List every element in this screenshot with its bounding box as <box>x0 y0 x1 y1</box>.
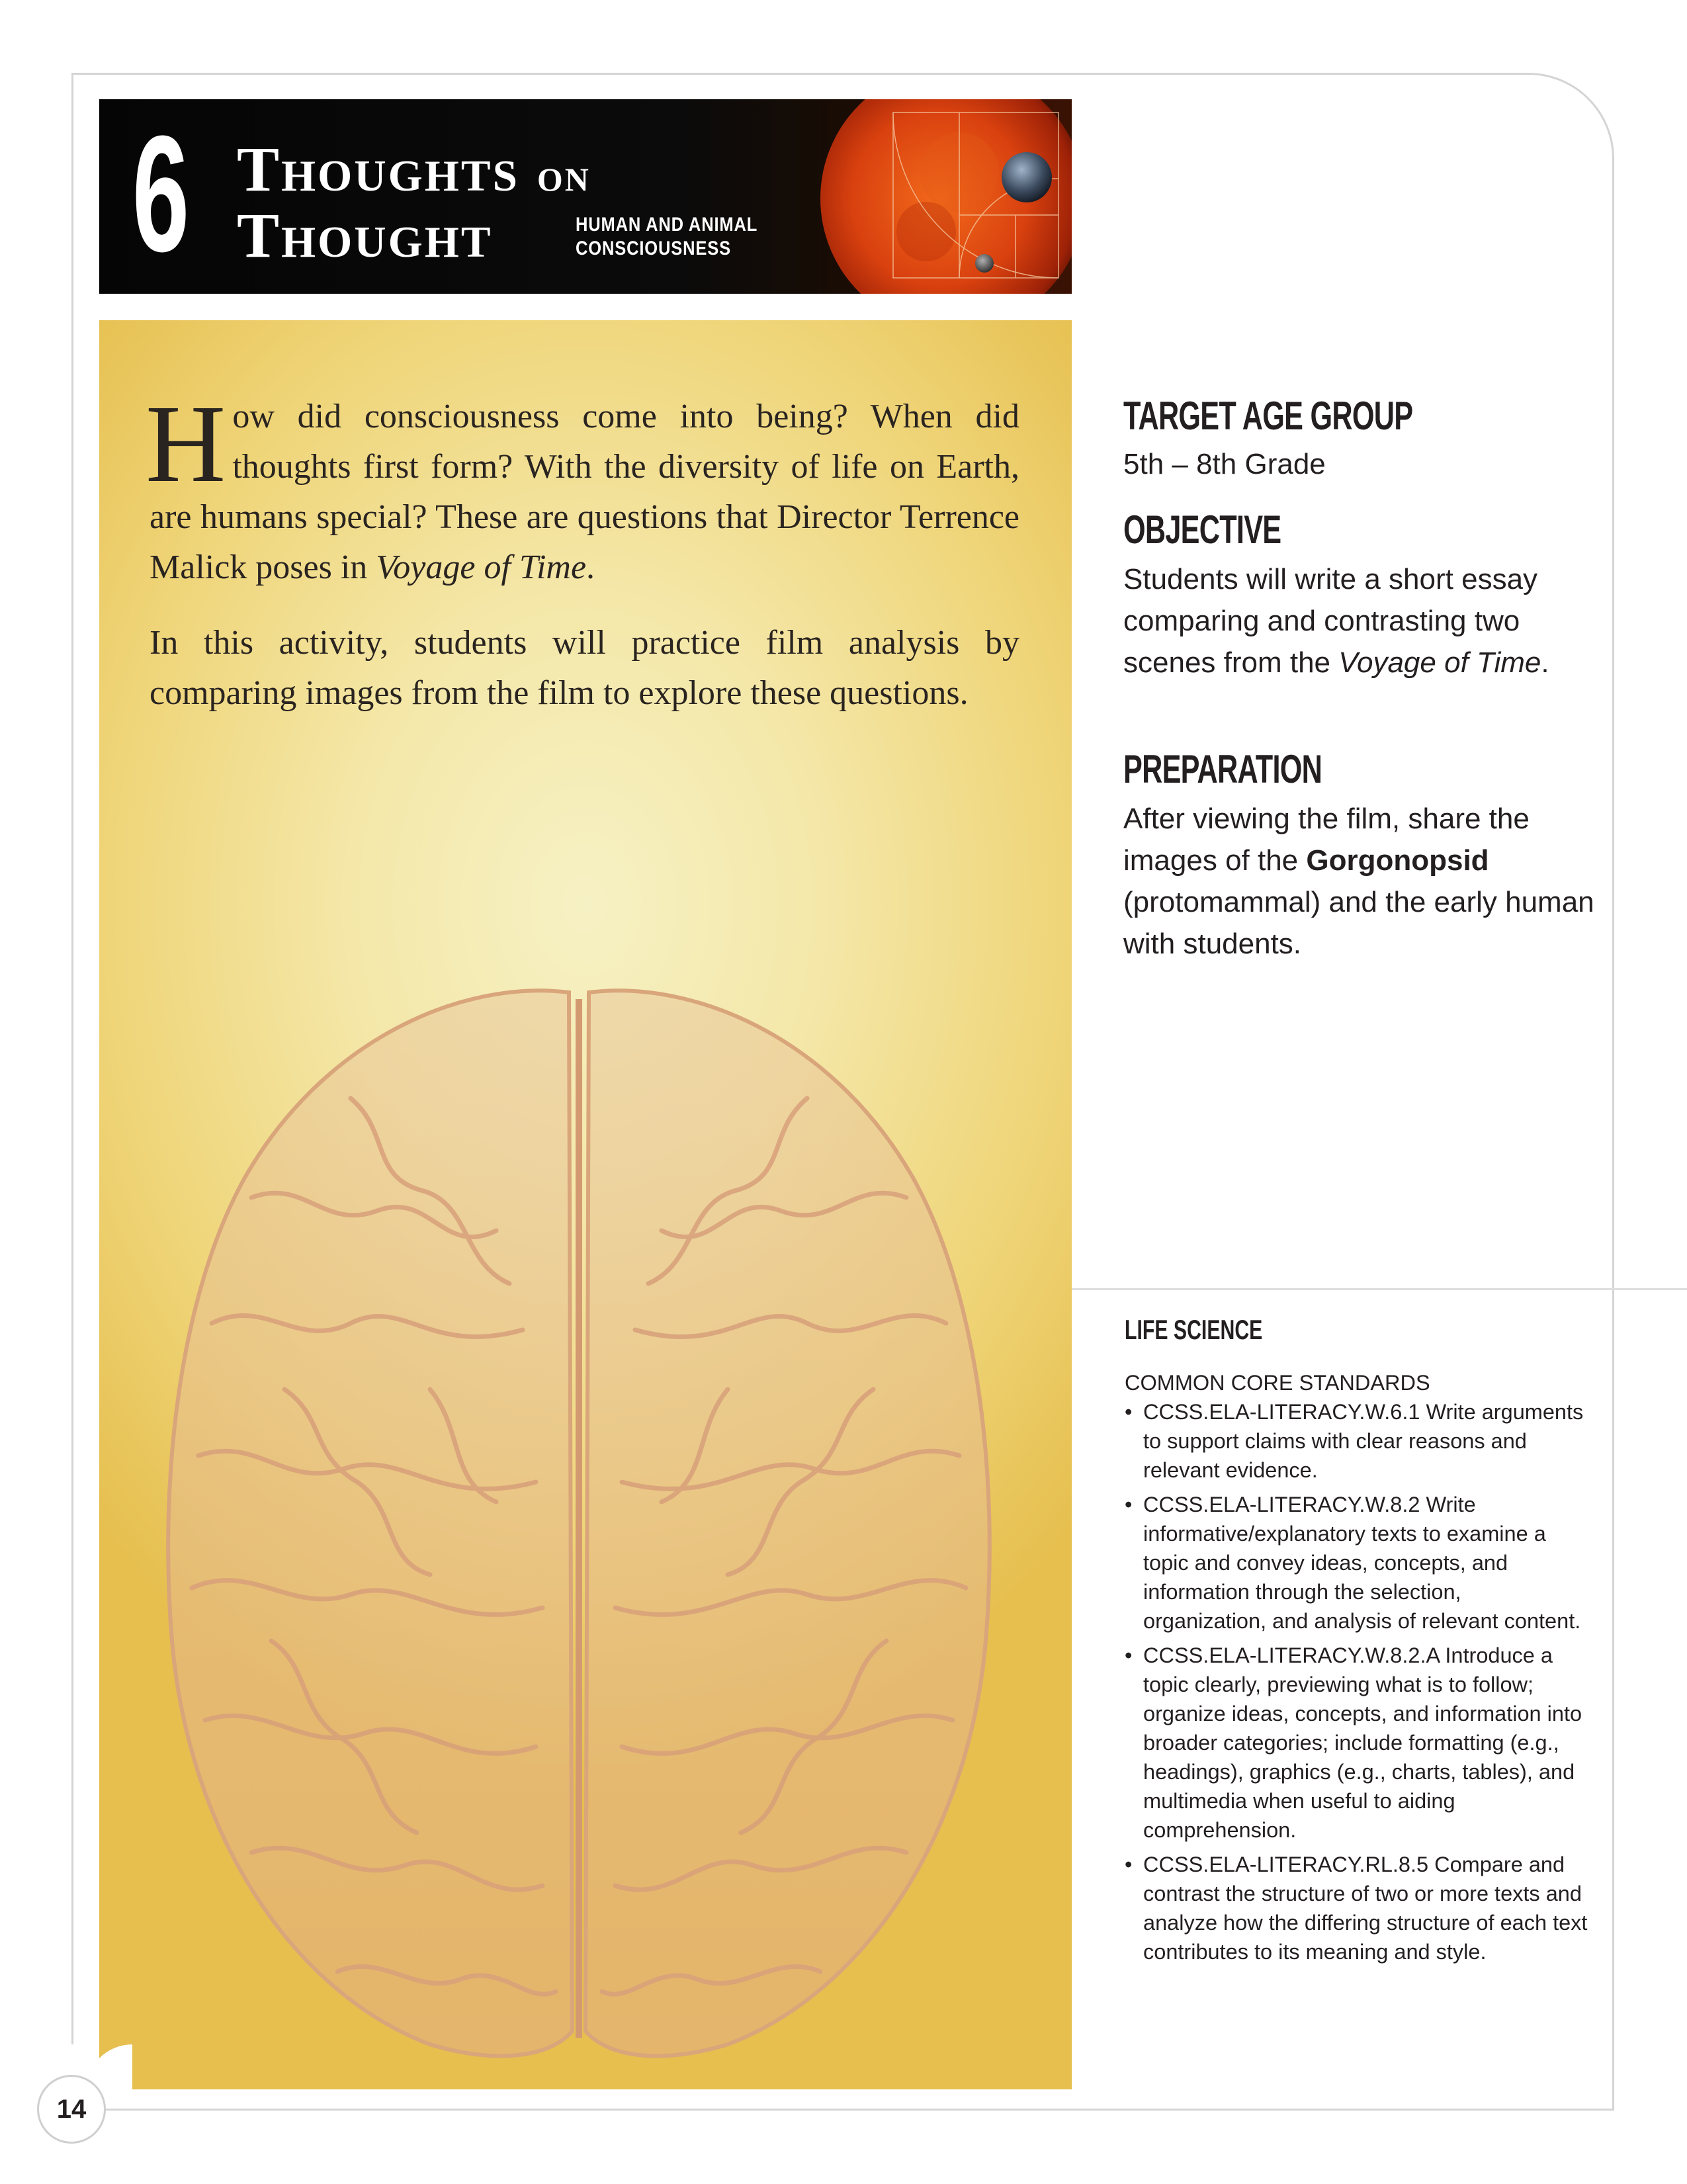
intro-paragraph-1 <box>146 382 1019 593</box>
intro-p1-end: . <box>586 548 595 586</box>
standard-item: • CCSS.ELA-LITERACY.RL.8.5 Compare and contrast the structure of two or more texts and analyze how the differing structure of each text contributes to its meaning and style. <box>1125 1850 1588 1966</box>
standards-title: COMMON CORE STANDARDS <box>1125 1371 1430 1395</box>
target-age-text: 5th – 8th Grade <box>1123 448 1326 480</box>
page-number: 14 <box>37 2075 106 2144</box>
preparation-text <box>1123 798 1600 965</box>
objective-film-title: Voyage of Time <box>1338 646 1541 679</box>
brain-illustration <box>152 979 1006 2064</box>
standard-item: • CCSS.ELA-LITERACY.W.6.1 Write arguments to support claims with clear reasons and relevant evidence. <box>1125 1397 1588 1485</box>
page-frame-bottom <box>106 2109 1614 2111</box>
standard-item: • CCSS.ELA-LITERACY.W.8.2 Write informative/explanatory texts to examine a topic and convey ideas, concepts, and information through the selection, organization, and analysis of relevant content. <box>1125 1490 1588 1636</box>
chapter-subtitle <box>576 213 757 261</box>
title-word-thoughts: Thoughts <box>237 134 519 204</box>
objective-text <box>1123 558 1600 683</box>
page-frame-corner <box>1482 73 1614 205</box>
film-title: Voyage of Time <box>376 548 587 586</box>
chapter-banner <box>99 99 1072 294</box>
objective-text-end: . <box>1541 646 1549 679</box>
subtitle-line1: HUMAN AND ANIMAL <box>576 214 758 236</box>
target-age-heading: TARGET AGE GROUP <box>1123 394 1413 438</box>
standards-list <box>1125 1397 1588 1966</box>
intro-paragraph-2: In this activity, students will practice film analysis by comparing images from the film to explore these questions. <box>150 624 1019 712</box>
sun-planet-illustration <box>794 99 1072 294</box>
standards-block <box>1125 1368 1588 1972</box>
prep-text-1: After viewing the film, share the images of the <box>1123 803 1530 877</box>
standard-item: • CCSS.ELA-LITERACY.W.8.2.A Introduce a topic clearly, previewing what is to follow; organize ideas, concepts, and information into broader categories; include formatting (e.g., headings), graphics (e.g., charts, tables), and multimedia when useful to aiding comprehension. <box>1125 1641 1588 1845</box>
page-frame-right <box>1612 165 1614 2111</box>
subtitle-line2: CONSCIOUSNESS <box>576 238 731 259</box>
intro-p1-text: ow did consciousness come into being? When did thoughts first form? With the diversity of life on Earth, are humans special? These are questions that Director Terrence Malick poses in <box>150 398 1019 586</box>
title-word-on: on <box>537 148 591 201</box>
chapter-title-line1 <box>237 132 591 206</box>
objective-heading: OBJECTIVE <box>1123 507 1281 552</box>
intro-text <box>146 382 1019 744</box>
page-frame-left <box>71 73 73 2044</box>
section-divider <box>1072 1288 1687 1290</box>
chapter-title-line2: Thought <box>237 200 493 271</box>
chapter-number: 6 <box>132 101 190 286</box>
objective-text-main: Students will write a short essay comparing and contrasting two scenes from the <box>1123 563 1538 679</box>
subject-heading: LIFE SCIENCE <box>1125 1314 1263 1345</box>
prep-text-2: (protomammal) and the early human with students. <box>1123 886 1594 960</box>
prep-gorgonopsid: Gorgonopsid <box>1306 844 1489 877</box>
page-frame-top <box>71 73 1527 75</box>
drop-cap: H <box>146 382 226 505</box>
preparation-heading: PREPARATION <box>1123 747 1322 791</box>
